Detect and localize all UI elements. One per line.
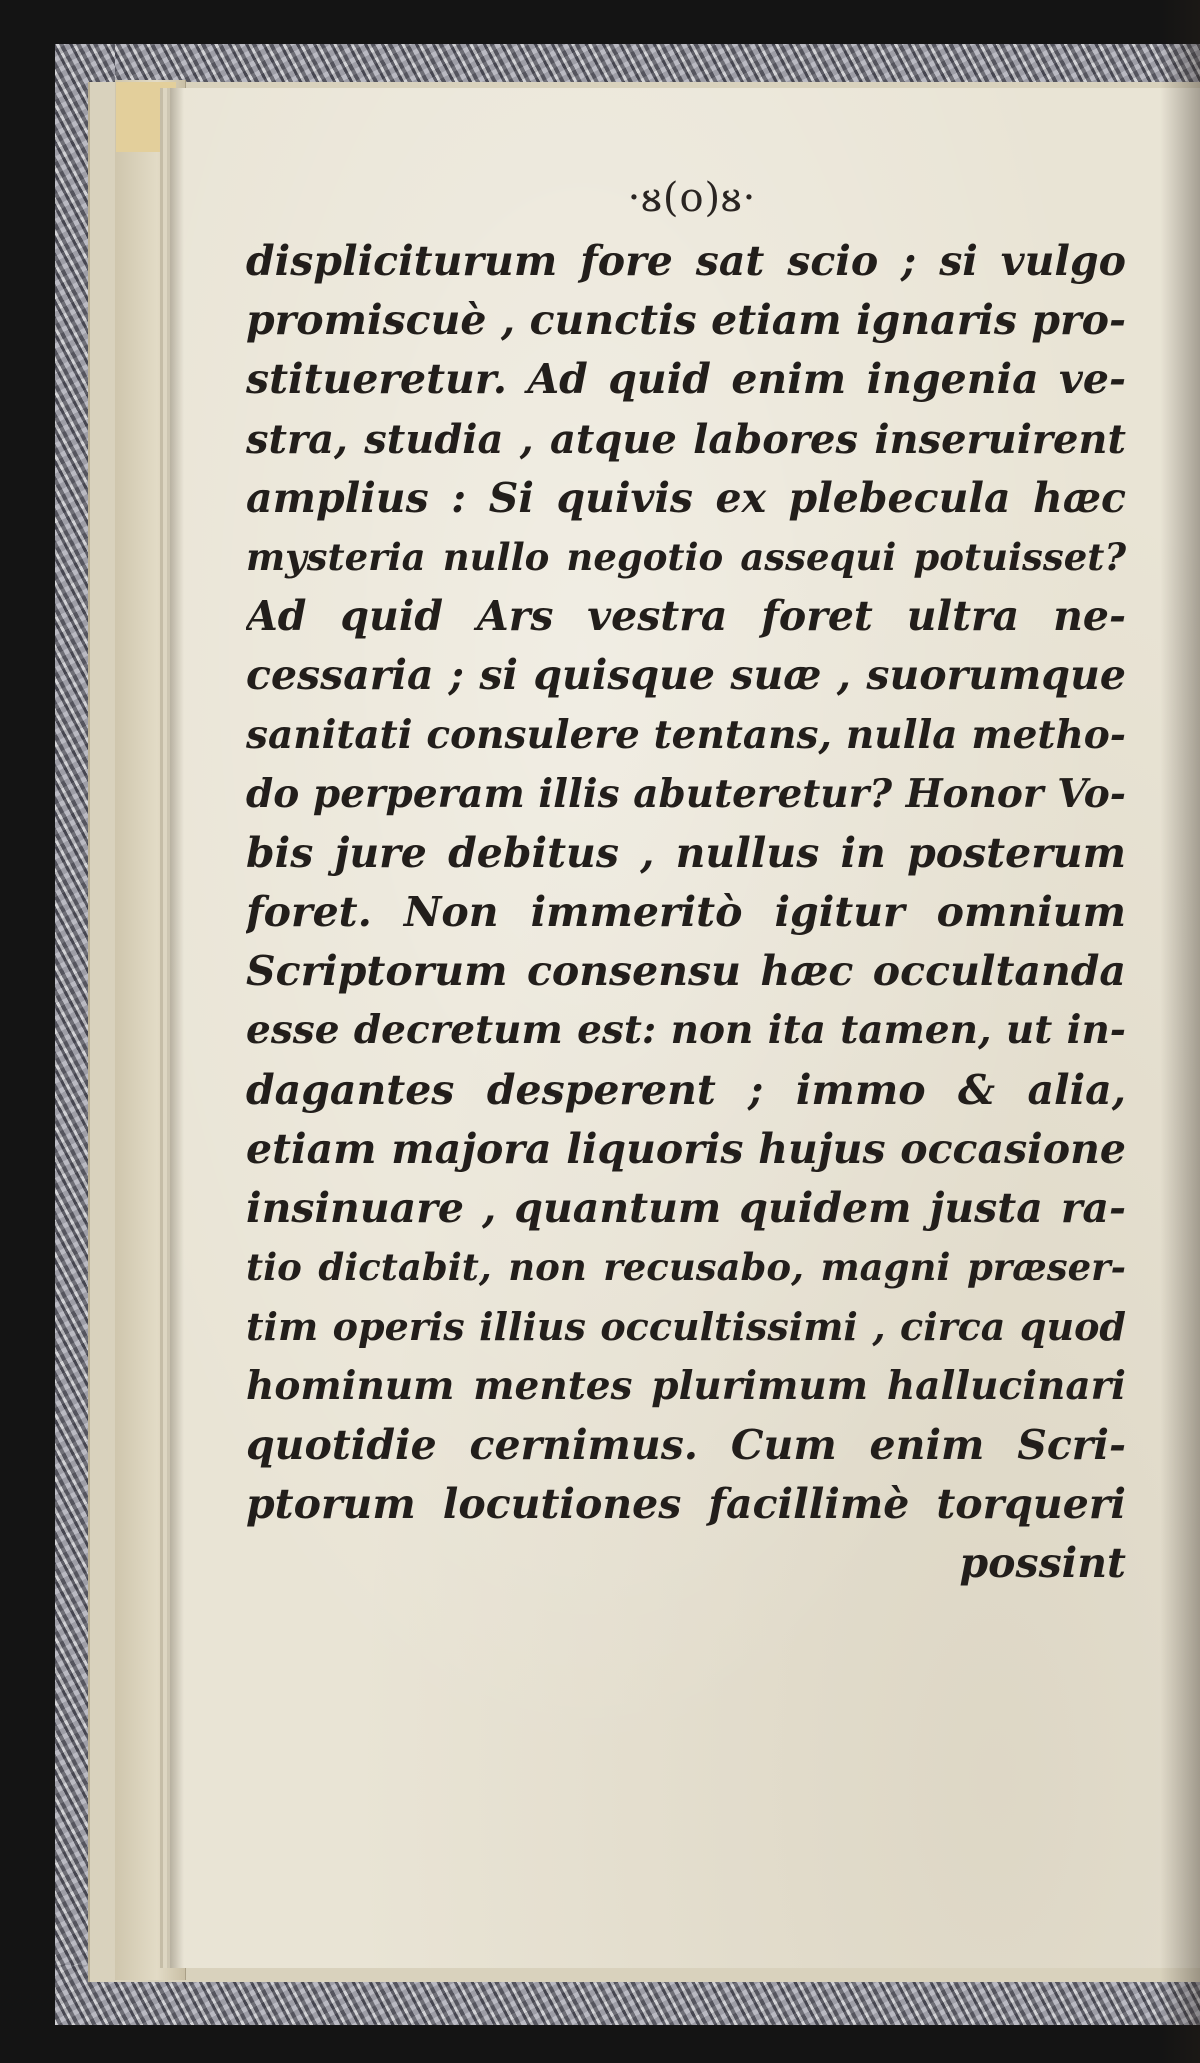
catchword: possint <box>959 1539 1126 1588</box>
text-line: tio dictabit, non recusabo, magni præser- <box>246 1245 1126 1290</box>
text-line: ptorum locutiones facillimè torqueri <box>246 1479 1126 1528</box>
text-line: Ad quid Ars vestra foret ultra ne- <box>246 592 1126 641</box>
text-line: hominum mentes plurimum hallucinari <box>246 1362 1126 1409</box>
text-line: dagantes desperent ; immo & alia, <box>246 1065 1126 1114</box>
text-line: mysteria nullo negotio assequi potuisset? <box>246 534 1126 579</box>
text-line: Scriptorum consensu hæc occultanda <box>246 947 1126 996</box>
text-line: stitueretur. Ad quid enim ingenia ve- <box>246 355 1126 404</box>
text-line: etiam majora liquoris hujus occasione <box>246 1124 1126 1173</box>
text-line: tim operis illius occultissimi , circa quod <box>246 1304 1126 1350</box>
text-line: esse decretum est: non ita tamen, ut in- <box>246 1007 1126 1054</box>
gutter-shadow <box>1160 0 1200 2063</box>
text-line: cessaria ; si quisque suæ , suorumque <box>246 651 1126 700</box>
text-line: amplius : Si quivis ex plebecula hæc <box>246 473 1126 522</box>
text-line: quotidie cernimus. Cum enim Scri- <box>246 1420 1126 1469</box>
text-line: foret. Non immeritò igitur omnium <box>246 888 1126 937</box>
text-line: bis jure debitus , nullus in posterum <box>246 828 1126 877</box>
header-ornament: ·ᴕ(o)ᴕ· <box>627 175 757 221</box>
text-line: displiciturum fore sat scio ; si vulgo <box>246 237 1126 285</box>
paper-tab <box>116 82 176 152</box>
text-line: do perperam illis abuteretur? Honor Vo- <box>246 770 1126 817</box>
page-edge-shadow <box>170 88 184 1968</box>
text-line: insinuare , quantum quidem justa ra- <box>246 1184 1126 1232</box>
text-line: stra, studia , atque labores inseruirent <box>246 415 1126 463</box>
body-text <box>246 232 1126 1593</box>
text-line: sanitati consulere tentans, nulla metho- <box>246 711 1126 758</box>
text-line: promiscuè , cunctis etiam ignaris pro- <box>246 296 1126 345</box>
